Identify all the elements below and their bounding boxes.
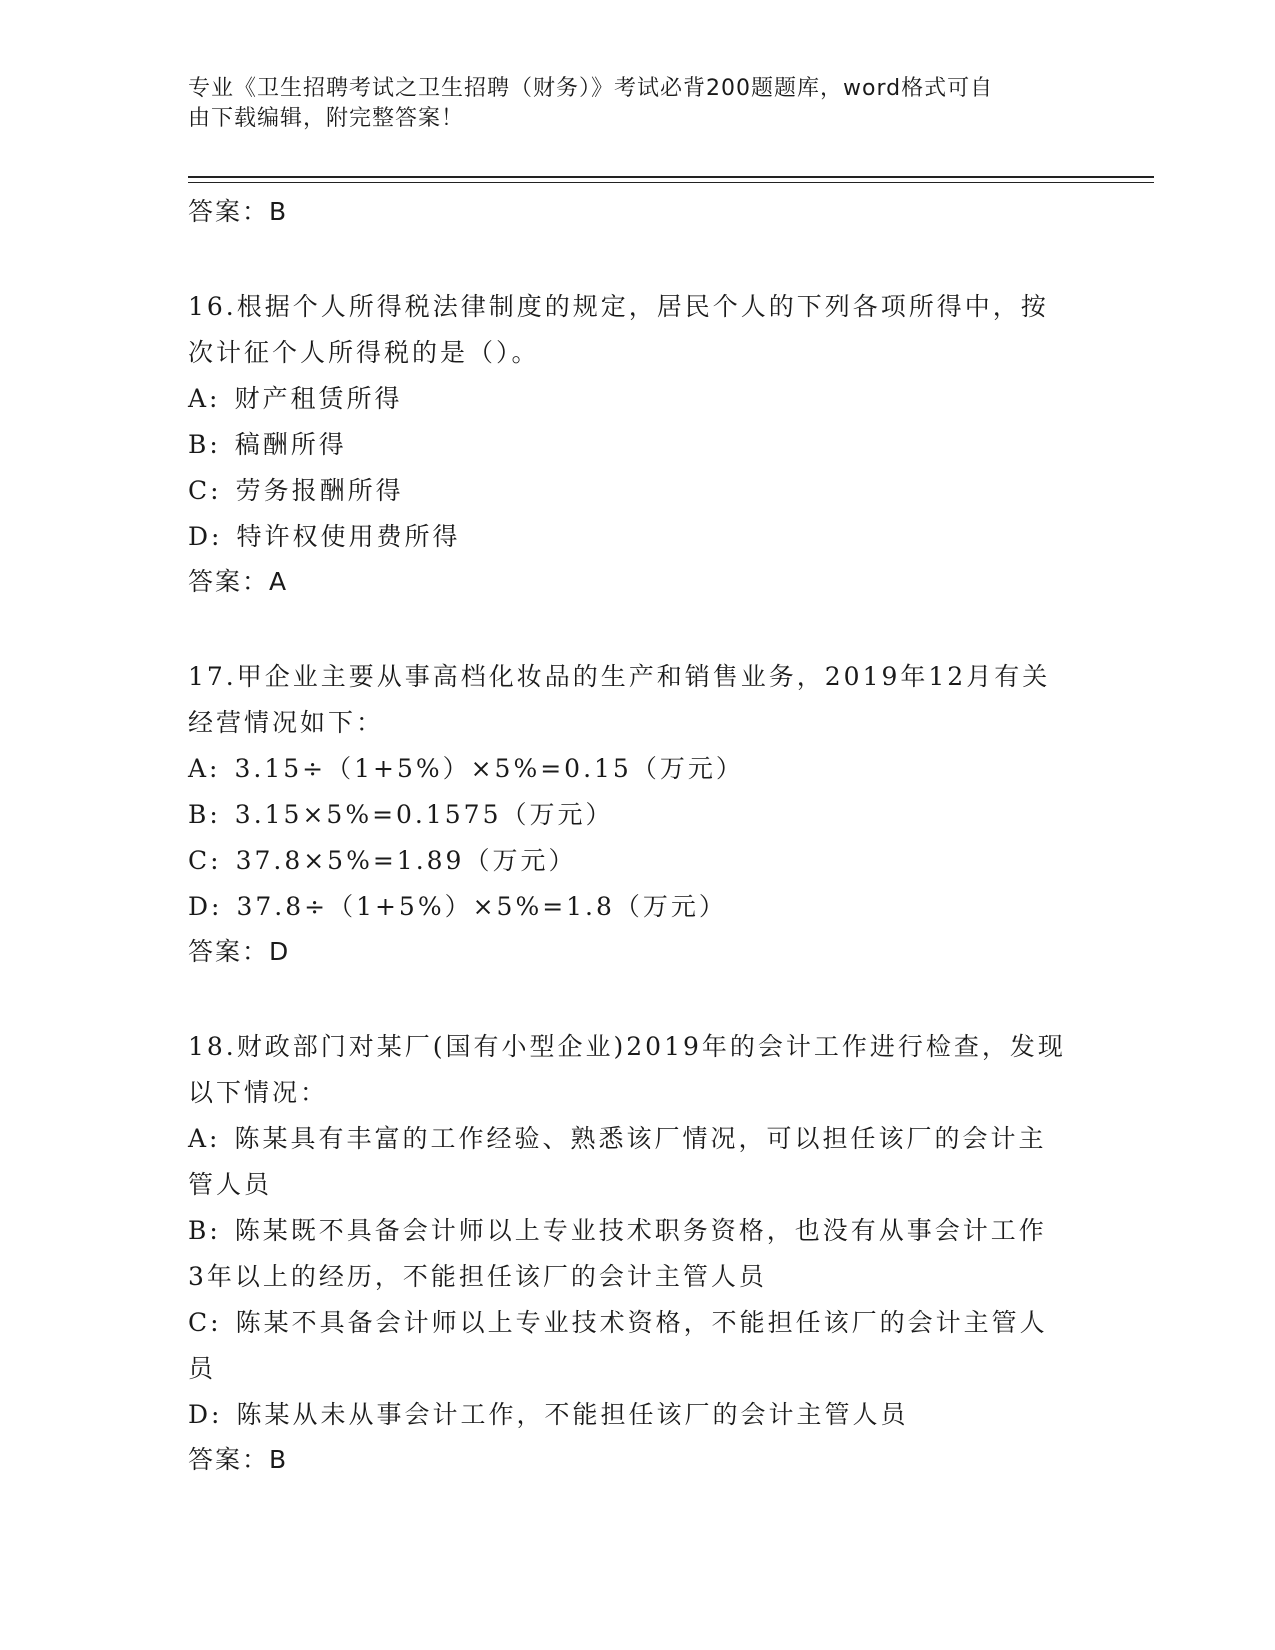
answer: 答案：A [188, 567, 289, 596]
option-key: A: [188, 384, 221, 413]
header-divider-thick [188, 176, 1154, 178]
option-a [188, 1116, 1088, 1208]
question-17 [188, 654, 1088, 974]
option-key: B: [188, 430, 221, 459]
option-text: 财产租赁所得 [234, 384, 403, 413]
header-divider-thin [188, 182, 1154, 183]
option-text: 37.8×5%=1.89（万元） [235, 846, 577, 875]
option-key: B: [188, 800, 221, 829]
option-d [188, 514, 1088, 560]
option-c [188, 838, 1088, 884]
option-text: 陈某从未从事会计工作，不能担任该厂的会计主管人员 [236, 1400, 909, 1429]
question-stem-line-1: 17.甲企业主要从事高档化妆品的生产和销售业务，2019年12月有关 [188, 662, 1051, 691]
option-text: 陈某不具备会计师以上专业技术资格，不能担任该厂的会计主管人 [235, 1308, 1048, 1337]
option-key: C: [188, 846, 222, 875]
question-stem-line-2: 以下情况： [188, 1078, 329, 1107]
option-key: D: [188, 892, 223, 921]
option-key: C: [188, 1308, 222, 1337]
question-list [188, 190, 1088, 1482]
option-d [188, 1392, 1088, 1438]
header-note-line-2: 由下载编辑，附完整答案！ [188, 106, 465, 131]
option-d [188, 884, 1088, 930]
option-text-continued: 管人员 [188, 1170, 273, 1199]
question-stem-line-2: 经营情况如下： [188, 708, 385, 737]
option-text: 稿酬所得 [234, 430, 347, 459]
option-text: 劳务报酬所得 [235, 476, 404, 505]
option-key: A: [188, 754, 221, 783]
option-b [188, 1208, 1088, 1300]
question-stem [188, 284, 1088, 376]
option-text: 特许权使用费所得 [236, 522, 461, 551]
answer: 答案：D [188, 937, 291, 966]
header-note-line-1: 专业《卫生招聘考试之卫生招聘（财务）》考试必背200题题库，word格式可自 [188, 76, 994, 101]
answer: 答案：B [188, 1445, 289, 1474]
option-text-continued: 员 [188, 1354, 217, 1383]
option-text: 37.8÷（1+5%）×5%=1.8（万元） [236, 892, 727, 921]
option-a [188, 376, 1088, 422]
question-stem-line-2: 次计征个人所得税的是（）。 [188, 338, 540, 367]
option-key: C: [188, 476, 222, 505]
option-key: A: [188, 1124, 221, 1153]
option-key: D: [188, 1400, 223, 1429]
option-key: D: [188, 522, 223, 551]
option-key: B: [188, 1216, 221, 1245]
question-stem [188, 1024, 1088, 1116]
option-b [188, 792, 1088, 838]
previous-answer: 答案：B [188, 197, 289, 226]
question-stem [188, 654, 1088, 746]
header-note [188, 74, 1088, 134]
question-18 [188, 1024, 1088, 1482]
option-text: 3.15×5%=0.1575（万元） [234, 800, 614, 829]
option-text: 3.15÷（1+5%）×5%=0.15（万元） [234, 754, 744, 783]
option-text: 陈某具有丰富的工作经验、熟悉该厂情况，可以担任该厂的会计主 [234, 1124, 1047, 1153]
question-stem-line-1: 18.财政部门对某厂(国有小型企业)2019年的会计工作进行检查，发现 [188, 1032, 1066, 1061]
option-text-continued: 3年以上的经历，不能担任该厂的会计主管人员 [188, 1262, 767, 1291]
option-b [188, 422, 1088, 468]
question-16 [188, 284, 1088, 604]
option-a [188, 746, 1088, 792]
option-c [188, 468, 1088, 514]
option-text: 陈某既不具备会计师以上专业技术职务资格，也没有从事会计工作 [234, 1216, 1047, 1245]
option-c [188, 1300, 1088, 1392]
question-stem-line-1: 16.根据个人所得税法律制度的规定，居民个人的下列各项所得中，按 [188, 292, 1049, 321]
